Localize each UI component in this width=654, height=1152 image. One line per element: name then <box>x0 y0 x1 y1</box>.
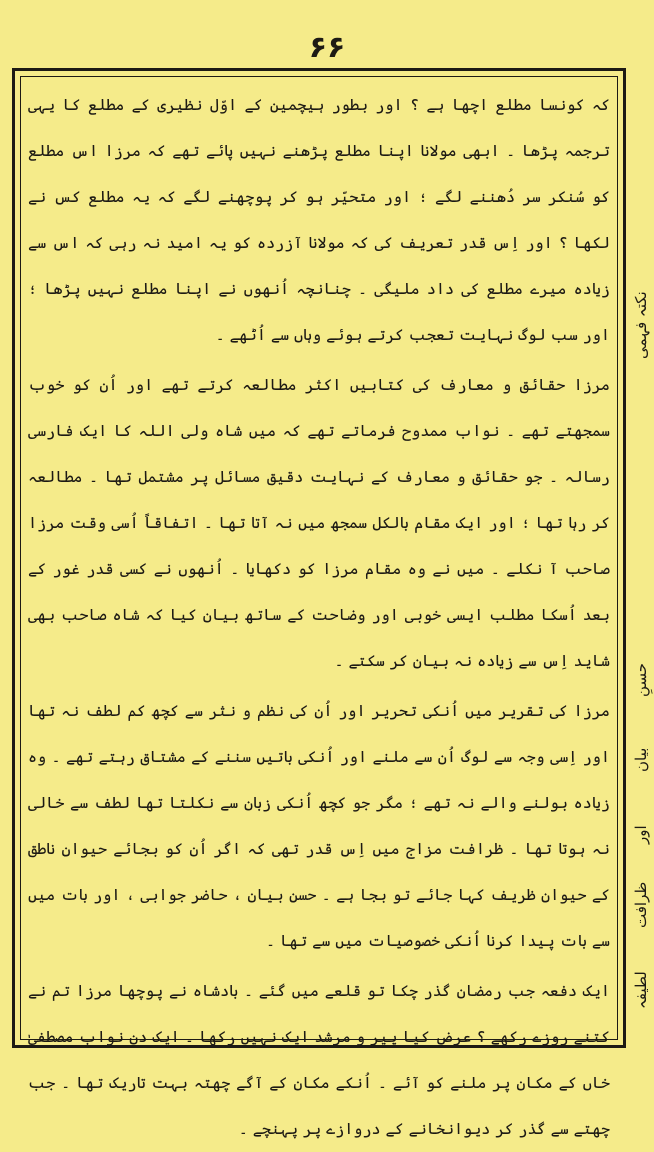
margin-note: بیان <box>632 747 650 773</box>
body-text <box>28 82 610 1138</box>
margin-note: اور <box>632 825 650 845</box>
margin-note: نکتہ فہمی <box>632 291 650 359</box>
page-number: ۶۶ <box>308 30 346 65</box>
paragraph: کہ کونسا مطلع اچھا ہے ؟ اور بطور ہیچمین کے اوّل نظیری کے مطلع کا یہی ترجمہ پڑھا ۔ ابھی مولانا اپنا مطلع پڑھنے نہیں پائے تھے کہ مرزا اس مطلع کو سُنکر سر دُھننے لگے ؛ اور متحیّر ہو کر پوچھنے لگے کہ یہ مطلع کس نے لکھا ؟ اور اِس قدر تعریف کی کہ مولانا آزردہ کو یہ امید نہ رہی کہ اس سے زیادہ میرے مطلع کی داد ملیگی ۔ چنانچہ اُنھوں نے اپنا مطلع نہیں پڑھا ؛ اور سب لوگ نہایت تعجب کرتے ہوئے وہاں سے اُٹھے ۔ <box>28 96 610 344</box>
margin-note: حسنِ <box>632 662 650 698</box>
paragraph: ایک دفعہ جب رمضان گذر چکا تو قلعے میں گئے ۔ بادشاہ نے پوچھا مرزا تم نے کتنے روزے رکھے ؟ عرض کیا پیر و مرشد ایک نہیں رکھا ۔ ایک دن نواب مصطفیٰ خاں کے مکان پر ملنے کو آئے ۔ اُنکے مکان کے آگے چھتہ بہت تاریک تھا ۔ جب چھتے سے گذر کر دیوانخانے کے دروازے پر پہنچے ۔ <box>28 982 610 1138</box>
paragraph: مرزا کی تقریر میں اُنکی تحریر اور اُن کی نظم و نثر سے کچھ کم لطف نہ تھا اور اِسی وجہ سے لوگ اُن سے ملنے اور اُنکی باتیں سننے کے مشتاق رہتے تھے ۔ وہ زیادہ بولنے والے نہ تھے ؛ مگر جو کچھ اُنکی زبان سے نکلتا تھا لطف سے خالی نہ ہوتا تھا ۔ ظرافت مزاج میں اِس قدر تھی کہ اگر اُن کو بجائے حیوانِ ناطق کے حیوانِ ظریف کہا جائے تو بجا ہے ۔ حسنِ بیان ، حاضر جوابی ، اور بات میں سے بات پیدا کرنا اُنکی خصوصیات میں سے تھا ۔ <box>28 702 610 950</box>
margin-note: لطیفہ <box>632 971 650 1009</box>
paragraph: مرزا حقائق و معارف کی کتابیں اکثر مطالعہ کرتے تھے اور اُن کو خوب سمجھتے تھے ۔ نواب ممدوح فرماتے تھے کہ میں شاہ ولی اللہ کا ایک فارسی رسالہ ۔ جو حقائق و معارف کے نہایت دقیق مسائل پر مشتمل تھا ۔ مطالعہ کر رہا تھا ؛ اور ایک مقام بالکل سمجھ میں نہ آتا تھا ۔ اتفاقاً اُسی وقت مرزا صاحب آ نکلے ۔ میں نے وہ مقام مرزا کو دکھایا ۔ اُنھوں نے کسی قدر غور کے بعد اُسکا مطلب ایسی خوبی اور وضاحت کے ساتھ بیان کیا کہ شاہ صاحب بھی شاید اِس سے زیادہ نہ بیان کر سکتے ۔ <box>28 376 610 670</box>
margin-note: ظرافت <box>632 881 650 929</box>
margin-notes <box>628 0 654 1080</box>
